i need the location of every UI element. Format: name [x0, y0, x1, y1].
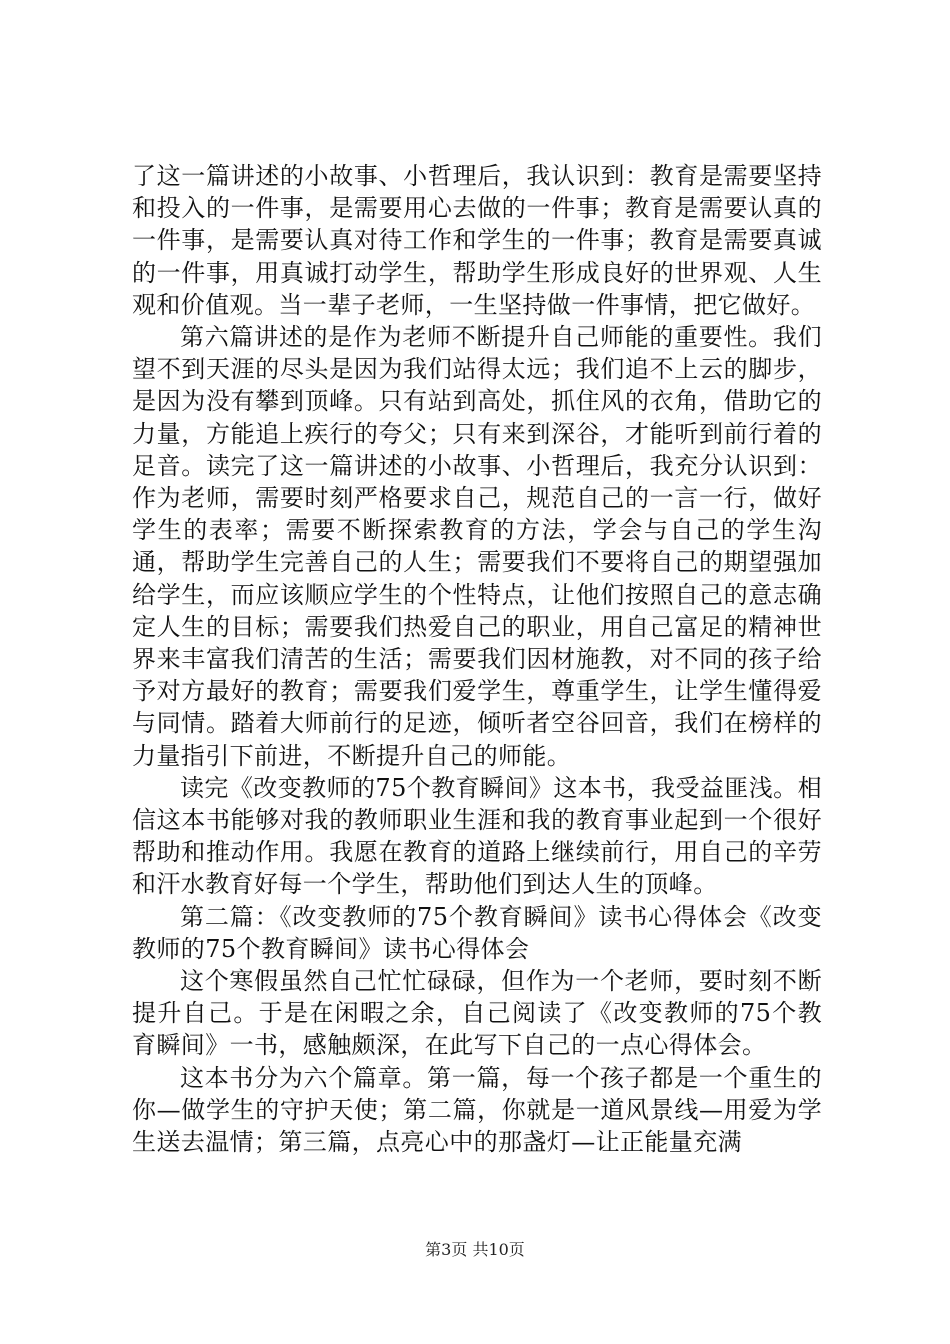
paragraph-chapters: 这本书分为六个篇章。第一篇，每一个孩子都是一个重生的你—做学生的守护天使；第二篇，你就是一道风景线—用爱为学生送去温情；第三篇，点亮心中的那盏灯—让正能量充满	[132, 1063, 822, 1157]
page-footer: 第3页 共10页	[425, 1240, 525, 1259]
paragraph-conclusion: 读完《改变教师的75个教育瞬间》这本书，我受益匪浅。相信这本书能够对我的教师职业生涯和我的教育事业起到一个很好帮助和推动作用。我愿在教育的道路上继续前行，用自己的辛劳和汗水教育好每一个学生，帮助他们到达人生的顶峰。	[132, 773, 822, 899]
document-body	[132, 160, 822, 1158]
section-heading: 第二篇：《改变教师的75个教育瞬间》读书心得体会《改变教师的75个教育瞬间》读书心得体会	[132, 902, 822, 963]
paragraph-intro: 这个寒假虽然自己忙忙碌碌，但作为一个老师，要时刻不断提升自己。于是在闲暇之余，自己阅读了《改变教师的75个教育瞬间》一书，感触颇深，在此写下自己的一点心得体会。	[132, 967, 822, 1060]
paragraph-sixth-chapter: 第六篇讲述的是作为老师不断提升自己师能的重要性。我们望不到天涯的尽头是因为我们站得太远；我们追不上云的脚步，是因为没有攀到顶峰。只有站到高处，抓住风的衣角，借助它的力量，方能追上疾行的夸父；只有来到深谷，才能听到前行着的足音。读完了这一篇讲述的小故事、小哲理后，我充分认识到：作为老师，需要时刻严格要求自己，规范自己的一言一行，做好学生的表率；需要不断探索教育的方法，学会与自己的学生沟通，帮助学生完善自己的人生；需要我们不要将自己的期望强加给学生，而应该顺应学生的个性特点，让他们按照自己的意志确定人生的目标；需要我们热爱自己的职业，用自己富足的精神世界来丰富我们清苦的生活；需要我们因材施教，对不同的孩子给予对方最好的教育；需要我们爱学生，尊重学生，让学生懂得爱与同情。踏着大师前行的足迹，倾听者空谷回音，我们在榜样的力量指引下前进，不断提升自己的师能。	[132, 323, 822, 770]
paragraph-continuation: 了这一篇讲述的小故事、小哲理后，我认识到：教育是需要坚持和投入的一件事，是需要用心去做的一件事；教育是需要认真的一件事，是需要认真对待工作和学生的一件事；教育是需要真诚的一件事，用真诚打动学生，帮助学生形成良好的世界观、人生观和价值观。当一辈子老师，一生坚持做一件事情，把它做好。	[132, 162, 822, 319]
